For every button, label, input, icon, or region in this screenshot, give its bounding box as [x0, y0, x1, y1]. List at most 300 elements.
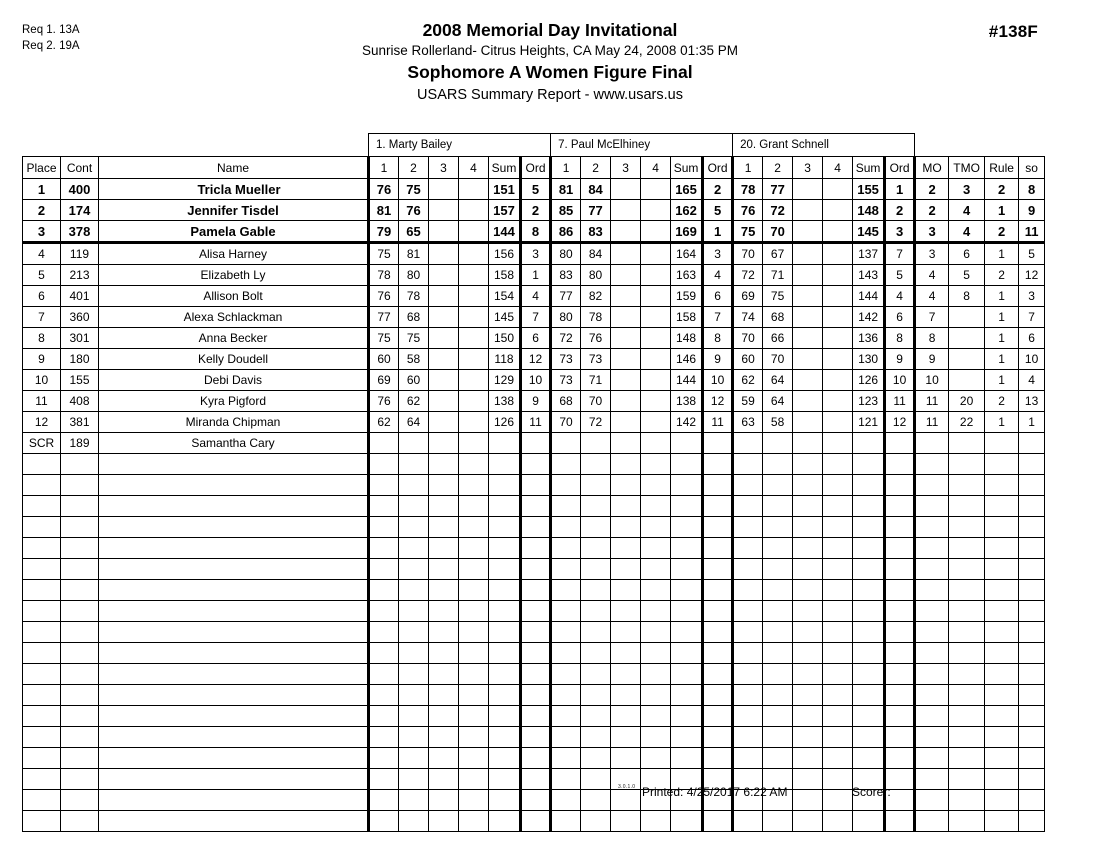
cell-j1-score-1: 75 [369, 328, 399, 349]
table-row[interactable] [23, 538, 1045, 559]
cell-j3-ord: 1 [885, 179, 915, 200]
report-header [0, 0, 1100, 130]
cell-j2-score-2 [581, 622, 611, 643]
cell-tmo: 5 [949, 265, 985, 286]
table-row[interactable] [23, 349, 1045, 370]
cell-j2-score-3 [611, 475, 641, 496]
cell-j2-ord [703, 622, 733, 643]
cell-tmo [949, 370, 985, 391]
cell-j3-score-4 [823, 221, 853, 243]
cell-j1-score-4 [459, 748, 489, 769]
cell-j3-score-4 [823, 559, 853, 580]
cell-j3-score-1 [733, 748, 763, 769]
cell-j1-sum: 157 [489, 200, 521, 221]
cell-j3-score-3 [793, 643, 823, 664]
cell-j1-sum: 158 [489, 265, 521, 286]
cell-j3-score-3 [793, 200, 823, 221]
cell-j2-score-1 [551, 706, 581, 727]
cell-name: Anna Becker [99, 328, 369, 349]
table-row[interactable] [23, 580, 1045, 601]
cell-j1-score-1: 81 [369, 200, 399, 221]
cell-place: 3 [23, 221, 61, 243]
cell-j1-score-1 [369, 580, 399, 601]
cell-cont [61, 475, 99, 496]
cell-j1-score-3 [429, 748, 459, 769]
table-row[interactable] [23, 475, 1045, 496]
col-header-j1-4: 4 [459, 157, 489, 179]
cell-mo [915, 727, 949, 748]
cell-cont [61, 664, 99, 685]
cell-j3-score-4 [823, 200, 853, 221]
cell-j1-score-4 [459, 200, 489, 221]
cell-mo: 10 [915, 370, 949, 391]
cell-j3-score-2 [763, 517, 793, 538]
cell-name: Allison Bolt [99, 286, 369, 307]
cell-tmo: 22 [949, 412, 985, 433]
table-row[interactable] [23, 243, 1045, 265]
cell-j1-score-4 [459, 454, 489, 475]
cell-j3-score-2 [763, 727, 793, 748]
cell-j3-score-2: 67 [763, 243, 793, 265]
cell-mo: 11 [915, 412, 949, 433]
table-body [23, 179, 1045, 832]
cell-j1-score-4 [459, 349, 489, 370]
cell-j2-score-3 [611, 685, 641, 706]
cell-j1-score-2 [399, 538, 429, 559]
cell-j3-score-1: 69 [733, 286, 763, 307]
cell-j2-score-2 [581, 706, 611, 727]
cell-j1-score-1: 76 [369, 391, 399, 412]
cell-rule [985, 454, 1019, 475]
cell-j1-score-4 [459, 370, 489, 391]
cell-j1-score-1 [369, 664, 399, 685]
cell-j1-score-2: 75 [399, 179, 429, 200]
cell-cont [61, 748, 99, 769]
cell-j3-ord [885, 559, 915, 580]
cell-j3-ord: 6 [885, 307, 915, 328]
table-row[interactable] [23, 200, 1045, 221]
cell-j1-score-2: 62 [399, 391, 429, 412]
cell-name: Alexa Schlackman [99, 307, 369, 328]
cell-j1-score-4 [459, 433, 489, 454]
cell-j2-score-4 [641, 685, 671, 706]
cell-j3-sum: 136 [853, 328, 885, 349]
cell-name [99, 685, 369, 706]
table-row[interactable] [23, 179, 1045, 200]
cell-tmo: 6 [949, 243, 985, 265]
cell-j1-score-3 [429, 685, 459, 706]
cell-j1-score-2 [399, 727, 429, 748]
cell-j1-score-3 [429, 559, 459, 580]
cell-j2-sum [671, 517, 703, 538]
cell-j3-sum [853, 433, 885, 454]
cell-j2-score-1: 86 [551, 221, 581, 243]
table-row[interactable] [23, 559, 1045, 580]
cell-j2-score-4 [641, 412, 671, 433]
cell-j2-sum [671, 454, 703, 475]
cell-j1-score-4 [459, 475, 489, 496]
cell-so [1019, 664, 1045, 685]
cell-j1-score-1: 76 [369, 179, 399, 200]
cell-j1-ord [521, 601, 551, 622]
col-header-cont: Cont [61, 157, 99, 179]
cell-j2-score-2: 83 [581, 221, 611, 243]
cell-mo: 2 [915, 179, 949, 200]
table-row[interactable] [23, 706, 1045, 727]
cell-tmo [949, 727, 985, 748]
cell-j1-score-4 [459, 221, 489, 243]
cell-j2-score-4 [641, 748, 671, 769]
cell-j2-score-1 [551, 601, 581, 622]
cell-rule: 2 [985, 265, 1019, 286]
cell-j2-score-4 [641, 727, 671, 748]
cell-j3-score-2 [763, 643, 793, 664]
cell-j2-sum: 169 [671, 221, 703, 243]
cell-name [99, 748, 369, 769]
cell-tmo [949, 538, 985, 559]
cell-j1-sum [489, 475, 521, 496]
cell-j2-score-4 [641, 538, 671, 559]
cell-j2-sum: 162 [671, 200, 703, 221]
table-row[interactable] [23, 811, 1045, 832]
cell-j3-score-4 [823, 643, 853, 664]
cell-j2-score-1 [551, 580, 581, 601]
cell-j3-score-4 [823, 727, 853, 748]
cell-so [1019, 517, 1045, 538]
cell-j1-score-3 [429, 496, 459, 517]
cell-so [1019, 643, 1045, 664]
cell-j2-sum: 148 [671, 328, 703, 349]
cell-j1-score-3 [429, 433, 459, 454]
cell-j1-score-4 [459, 391, 489, 412]
cell-place [23, 601, 61, 622]
cell-name: Elizabeth Ly [99, 265, 369, 286]
cell-place: 8 [23, 328, 61, 349]
table-row[interactable] [23, 221, 1045, 243]
cell-j3-score-1 [733, 601, 763, 622]
cell-j2-score-4 [641, 391, 671, 412]
cell-j1-score-3 [429, 727, 459, 748]
cell-j1-score-4 [459, 664, 489, 685]
cell-place [23, 517, 61, 538]
cell-tmo [949, 601, 985, 622]
cell-j2-score-4 [641, 475, 671, 496]
table-row[interactable] [23, 622, 1045, 643]
cell-j1-sum [489, 559, 521, 580]
cell-j2-score-4 [641, 328, 671, 349]
cell-j2-ord [703, 559, 733, 580]
cell-j3-score-3 [793, 811, 823, 832]
cell-j2-score-1 [551, 643, 581, 664]
report-footer [22, 782, 1037, 806]
table-row[interactable] [23, 433, 1045, 454]
cell-j3-score-2: 68 [763, 307, 793, 328]
cell-rule [985, 664, 1019, 685]
cell-j3-score-2 [763, 580, 793, 601]
cell-tmo [949, 454, 985, 475]
cell-place [23, 454, 61, 475]
cell-j3-ord [885, 475, 915, 496]
cell-j2-sum [671, 559, 703, 580]
cell-name [99, 727, 369, 748]
cell-j1-score-3 [429, 601, 459, 622]
table-row[interactable] [23, 454, 1045, 475]
cell-j3-score-3 [793, 433, 823, 454]
cell-j1-score-1: 69 [369, 370, 399, 391]
cell-j1-score-1 [369, 454, 399, 475]
cell-tmo [949, 475, 985, 496]
cell-j3-score-1: 72 [733, 265, 763, 286]
cell-mo [915, 454, 949, 475]
cell-j2-ord [703, 538, 733, 559]
cell-j1-sum [489, 748, 521, 769]
cell-rule [985, 517, 1019, 538]
cell-j2-score-2 [581, 601, 611, 622]
cell-j2-ord [703, 643, 733, 664]
cell-j2-score-2: 84 [581, 179, 611, 200]
cell-mo [915, 496, 949, 517]
cell-j2-sum [671, 538, 703, 559]
table-row[interactable] [23, 286, 1045, 307]
cell-j2-score-4 [641, 221, 671, 243]
cell-name: Jennifer Tisdel [99, 200, 369, 221]
cell-tmo [949, 496, 985, 517]
cell-j1-ord [521, 622, 551, 643]
table-row[interactable] [23, 328, 1045, 349]
col-header-j2-sum: Sum [671, 157, 703, 179]
cell-place: 9 [23, 349, 61, 370]
cell-j1-ord [521, 517, 551, 538]
cell-name [99, 601, 369, 622]
cell-j1-ord: 3 [521, 243, 551, 265]
cell-j1-score-2: 76 [399, 200, 429, 221]
cell-cont: 400 [61, 179, 99, 200]
cell-j1-sum [489, 727, 521, 748]
cell-j2-score-3 [611, 517, 641, 538]
cell-name [99, 538, 369, 559]
cell-j2-score-3 [611, 643, 641, 664]
cell-j1-ord [521, 748, 551, 769]
printed-timestamp: Printed: 4/25/2017 6:22 AM [642, 785, 788, 799]
cell-j2-score-2 [581, 517, 611, 538]
cell-j1-ord [521, 538, 551, 559]
venue-datetime-line: Sunrise Rollerland- Citrus Heights, CA May 24, 2008 01:35 PM [362, 43, 738, 58]
cell-j1-score-3 [429, 454, 459, 475]
cell-j2-score-2 [581, 748, 611, 769]
cell-j2-score-2: 84 [581, 243, 611, 265]
cell-j2-score-2: 76 [581, 328, 611, 349]
col-header-name: Name [99, 157, 369, 179]
report-subtitle: USARS Summary Report - www.usars.us [417, 87, 683, 103]
cell-j1-score-3 [429, 517, 459, 538]
cell-place [23, 664, 61, 685]
cell-j2-score-2 [581, 559, 611, 580]
cell-j1-score-1 [369, 622, 399, 643]
cell-j3-score-4 [823, 370, 853, 391]
cell-j3-score-2 [763, 664, 793, 685]
cell-j2-ord: 1 [703, 221, 733, 243]
table-row[interactable] [23, 517, 1045, 538]
cell-so: 7 [1019, 307, 1045, 328]
cell-j1-score-3 [429, 243, 459, 265]
cell-j2-score-4 [641, 286, 671, 307]
cell-j2-score-2 [581, 580, 611, 601]
cell-tmo: 3 [949, 179, 985, 200]
col-header-tmo: TMO [949, 157, 985, 179]
cell-j2-score-1: 72 [551, 328, 581, 349]
cell-j3-sum [853, 454, 885, 475]
cell-j3-ord [885, 622, 915, 643]
cell-so: 11 [1019, 221, 1045, 243]
cell-name [99, 664, 369, 685]
cell-name [99, 559, 369, 580]
cell-j2-ord: 5 [703, 200, 733, 221]
cell-j3-score-4 [823, 811, 853, 832]
cell-name [99, 517, 369, 538]
cell-name: Kelly Doudell [99, 349, 369, 370]
col-header-j2-1: 1 [551, 157, 581, 179]
cell-mo [915, 559, 949, 580]
cell-mo [915, 517, 949, 538]
cell-j2-score-3 [611, 179, 641, 200]
cell-cont: 408 [61, 391, 99, 412]
cell-j3-sum [853, 643, 885, 664]
cell-j1-sum: 145 [489, 307, 521, 328]
cell-rule [985, 643, 1019, 664]
cell-j3-sum: 144 [853, 286, 885, 307]
table-row[interactable] [23, 664, 1045, 685]
cell-place: 1 [23, 179, 61, 200]
cell-j3-score-2 [763, 685, 793, 706]
cell-cont [61, 643, 99, 664]
cell-j2-ord: 11 [703, 412, 733, 433]
cell-j1-score-2: 81 [399, 243, 429, 265]
col-header-j1-1: 1 [369, 157, 399, 179]
cell-j2-sum: 164 [671, 243, 703, 265]
cell-j1-ord: 2 [521, 200, 551, 221]
cell-j3-score-1: 70 [733, 328, 763, 349]
table-row[interactable] [23, 643, 1045, 664]
cell-j3-ord: 8 [885, 328, 915, 349]
cell-j3-score-1 [733, 727, 763, 748]
cell-j3-score-4 [823, 538, 853, 559]
cell-j1-score-2 [399, 496, 429, 517]
cell-j3-score-1: 75 [733, 221, 763, 243]
cell-rule: 1 [985, 200, 1019, 221]
cell-j2-score-2 [581, 454, 611, 475]
table-row[interactable] [23, 748, 1045, 769]
table-row[interactable] [23, 727, 1045, 748]
cell-j1-score-1: 62 [369, 412, 399, 433]
cell-j3-ord [885, 664, 915, 685]
cell-j3-ord: 10 [885, 370, 915, 391]
cell-j2-score-2 [581, 496, 611, 517]
cell-j2-score-3 [611, 601, 641, 622]
cell-j1-ord [521, 685, 551, 706]
cell-name [99, 475, 369, 496]
cell-j2-ord: 3 [703, 243, 733, 265]
cell-rule [985, 559, 1019, 580]
cell-j3-sum: 145 [853, 221, 885, 243]
cell-j1-score-2 [399, 559, 429, 580]
cell-j2-sum: 165 [671, 179, 703, 200]
cell-j2-ord [703, 601, 733, 622]
cell-j2-ord [703, 706, 733, 727]
cell-j1-ord [521, 811, 551, 832]
cell-j2-ord [703, 517, 733, 538]
cell-so [1019, 559, 1045, 580]
cell-j3-score-3 [793, 748, 823, 769]
cell-place [23, 811, 61, 832]
cell-j2-ord [703, 580, 733, 601]
cell-j3-ord: 5 [885, 265, 915, 286]
cell-j1-score-2: 68 [399, 307, 429, 328]
cell-j3-score-1 [733, 664, 763, 685]
table-row[interactable] [23, 601, 1045, 622]
cell-j1-score-3 [429, 307, 459, 328]
cell-j1-score-1 [369, 433, 399, 454]
cell-j1-score-1: 60 [369, 349, 399, 370]
cell-cont [61, 622, 99, 643]
table-row[interactable] [23, 370, 1045, 391]
cell-j1-ord [521, 475, 551, 496]
cell-j3-score-3 [793, 349, 823, 370]
cell-j1-sum [489, 517, 521, 538]
cell-j2-score-3 [611, 727, 641, 748]
cell-j2-score-3 [611, 496, 641, 517]
table-row[interactable] [23, 685, 1045, 706]
cell-j3-ord [885, 748, 915, 769]
cell-j3-score-1 [733, 643, 763, 664]
cell-mo [915, 601, 949, 622]
cell-cont [61, 496, 99, 517]
table-row[interactable] [23, 412, 1045, 433]
table-row[interactable] [23, 391, 1045, 412]
cell-j2-score-1: 80 [551, 307, 581, 328]
cell-j1-score-1 [369, 643, 399, 664]
cell-so [1019, 496, 1045, 517]
cell-tmo [949, 685, 985, 706]
cell-j3-ord [885, 811, 915, 832]
cell-j3-score-2: 70 [763, 221, 793, 243]
cell-j3-score-4 [823, 179, 853, 200]
cell-j3-score-2: 75 [763, 286, 793, 307]
cell-j3-sum [853, 475, 885, 496]
table-row[interactable] [23, 307, 1045, 328]
table-row[interactable] [23, 496, 1045, 517]
cell-name: Samantha Cary [99, 433, 369, 454]
cell-cont: 381 [61, 412, 99, 433]
cell-j3-score-4 [823, 748, 853, 769]
cell-so [1019, 601, 1045, 622]
table-row[interactable] [23, 265, 1045, 286]
cell-j2-ord: 12 [703, 391, 733, 412]
cell-j1-ord [521, 643, 551, 664]
cell-j3-score-4 [823, 328, 853, 349]
cell-tmo [949, 811, 985, 832]
cell-j3-ord [885, 727, 915, 748]
cell-j2-score-3 [611, 412, 641, 433]
cell-mo: 4 [915, 286, 949, 307]
cell-j2-score-4 [641, 622, 671, 643]
cell-j2-sum [671, 643, 703, 664]
col-header-j2-2: 2 [581, 157, 611, 179]
cell-rule: 1 [985, 412, 1019, 433]
cell-j2-sum [671, 811, 703, 832]
cell-j3-score-3 [793, 559, 823, 580]
cell-mo [915, 643, 949, 664]
cell-j2-score-2 [581, 538, 611, 559]
